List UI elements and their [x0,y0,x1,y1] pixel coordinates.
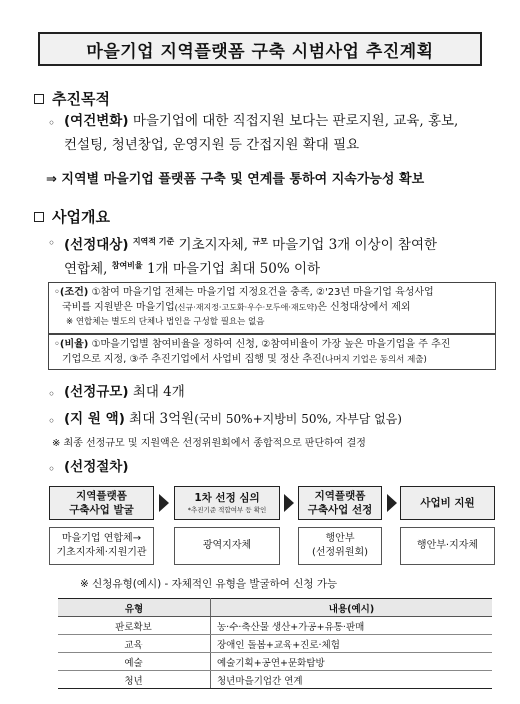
condition-line-2 [54,300,490,315]
bullet-icon: ◦ [48,116,56,130]
target-sup-ratio: 참여비율 [111,261,143,270]
condition-note-box [48,282,496,334]
target-sup-scale: 규모 [252,237,268,246]
table-cell-type: 청년 [58,671,211,689]
target-line-2 [64,256,320,279]
flow-step-3-title-2: 구축사업 선정 [307,504,373,516]
flow-step-4 [400,486,495,520]
arrow-right-icon [284,494,294,512]
flow-step-4-actor [400,527,495,565]
table-cell-type: 예술 [58,653,211,671]
procedure-label: (선정절차) [64,459,129,475]
ratio-text-2b: (나머지 기업은 동의서 제출) [321,355,427,365]
ratio-label: (비율) [59,339,89,350]
flow-step-3-actor-1: 행안부 [325,533,355,544]
table-cell-content: 예술기획+공연+문화탐방 [211,653,493,671]
flow-step-1-actor-2: 기초지자체·지원기관 [56,547,147,558]
checkbox-square-icon [34,212,44,222]
flow-step-1 [49,486,154,520]
condition-text-2c: 은 신청대상에서 제외 [317,302,411,313]
ratio-line-1: ◦(비율) ①마을기업별 참여비율을 정하여 신청, ②참여비율이 가장 높은 마을기업을 주 추진 [54,339,451,350]
section-heading-text: 추진목적 [52,90,110,108]
table-header-content: 내용(예시) [211,599,493,617]
flow-step-2-actor-1: 광역지자체 [202,540,252,551]
condition-line-3 [54,315,490,330]
type-note [80,576,337,591]
funding-note [52,434,366,449]
target-text-1: 기초지자체, [178,237,249,253]
purpose-arrow-text: ⇒ 지역별 마을기업 플랫폼 구축 및 연계를 통하여 지속가능성 확보 [46,172,425,187]
flow-step-1-actor [49,527,154,565]
funding-line [64,410,402,429]
table-header-row [58,599,492,617]
target-text-3: 연합체, [64,261,108,277]
scale-text: 최대 4개 [132,384,185,400]
table-row [58,635,492,653]
bullet-icon: ◦ [48,236,56,250]
type-example-table [58,598,492,689]
procedure-line [64,458,129,477]
ratio-text-1: ①마을기업별 참여비율을 정하여 신청, ②참여비율이 가장 높은 마을기업을 주 추진 [91,339,451,350]
ratio-line-2 [54,352,490,368]
flow-step-2-subnote: *추진기준 적합여부 등 확인 [187,506,267,514]
arrow-right-icon [387,494,397,512]
arrow-right-icon [159,494,169,512]
purpose-arrow-line [46,168,424,187]
condition-line-1: ◦(조건) ①참여 마을기업 전체는 마을기업 지정요건을 충족, ②'23년 마을기업 육성사업 [54,287,434,298]
purpose-line-2 [64,136,359,155]
flow-step-2-title: 1차 선정 심의 [194,492,260,504]
target-text-2: 마을기업 3개 이상이 참여한 [272,237,438,253]
table-cell-type: 교육 [58,635,211,653]
table-cell-content: 농·수·축산물 생산+가공+유통·판매 [211,617,493,635]
target-line-1 [64,232,437,255]
purpose-text-1: 마을기업에 대한 직접지원 보다는 판로지원, 교육, 홍보, [132,113,459,129]
table-header-type: 유형 [58,599,211,617]
table-cell-content: 장애인 돌봄+교육+진로·체험 [211,635,493,653]
checkbox-square-icon [34,94,44,104]
ratio-text-2: 기업으로 지정, ③주 추진기업에서 사업비 집행 및 정산 추진 [62,354,322,365]
table-cell-content: 청년마을기업간 연계 [211,671,493,689]
purpose-label: (여건변화) [64,113,129,129]
type-note-text: ※ 신청유형(예시) - 자체적인 유형을 발굴하여 신청 가능 [80,578,338,590]
purpose-text-2: 컨설팅, 청년창업, 운영지원 등 간접지원 확대 필요 [64,137,360,153]
purpose-line-1 [64,112,458,131]
table-cell-type: 판로확보 [58,617,211,635]
section-heading-text: 사업개요 [52,208,110,226]
flow-step-1-title-2: 구축사업 발굴 [69,504,134,516]
scale-label: (선정규모) [64,384,129,400]
scale-line [64,383,185,402]
condition-label: (조건) [59,287,89,298]
funding-text: 최대 3억원 [129,411,195,427]
funding-sub: (국비 50%+지방비 50%, 자부담 없음) [194,412,402,426]
target-label: (선정대상) [64,237,129,253]
condition-text-2a: 국비를 지원받은 마을기업 [62,302,175,313]
page-title [38,32,482,66]
flow-step-1-title: 지역플랫폼 [76,490,127,502]
table-row [58,653,492,671]
section-heading-overview [34,206,110,227]
flow-step-1-actor-1: 마을기업 연합체→ [61,533,142,544]
target-text-4: 1개 마을기업 최대 50% 이하 [146,261,321,277]
page-title-text: 마을기업 지역플랫폼 구축 시범사업 추진계획 [86,41,434,62]
table-row [58,671,492,689]
flow-step-3-actor-2: (선정위원회) [311,547,369,558]
bullet-icon: ◦ [48,462,56,476]
ratio-note-box [48,334,496,370]
bullet-icon: ◦ [48,387,56,401]
table-row [58,617,492,635]
condition-text-2b: (신규·재지정·고도화·우수·모두애·재도약) [174,303,318,312]
funding-label: (지 원 액) [64,411,125,427]
target-sup-criteria: 지역적 기준 [132,237,175,246]
flow-step-3-title: 지역플랫폼 [314,490,366,502]
flow-step-4-title: 사업비 지원 [420,497,475,509]
flow-step-2 [174,486,280,520]
flow-step-3 [298,486,382,520]
funding-note-text: ※ 최종 선정규모 및 지원액은 선정위원회에서 종합적으로 판단하여 결정 [52,438,366,449]
bullet-icon: ◦ [48,414,56,428]
section-heading-purpose [34,88,110,109]
flow-step-2-actor [174,527,280,565]
flow-step-3-actor [298,527,382,565]
flow-step-4-actor-1: 행안부·지자체 [416,540,479,551]
condition-text-3: ※ 연합체는 별도의 단체나 법인을 구성할 필요는 없음 [66,317,265,327]
condition-text-1: ①참여 마을기업 전체는 마을기업 지정요건을 충족, ②'23년 마을기업 육성사업 [91,287,434,298]
